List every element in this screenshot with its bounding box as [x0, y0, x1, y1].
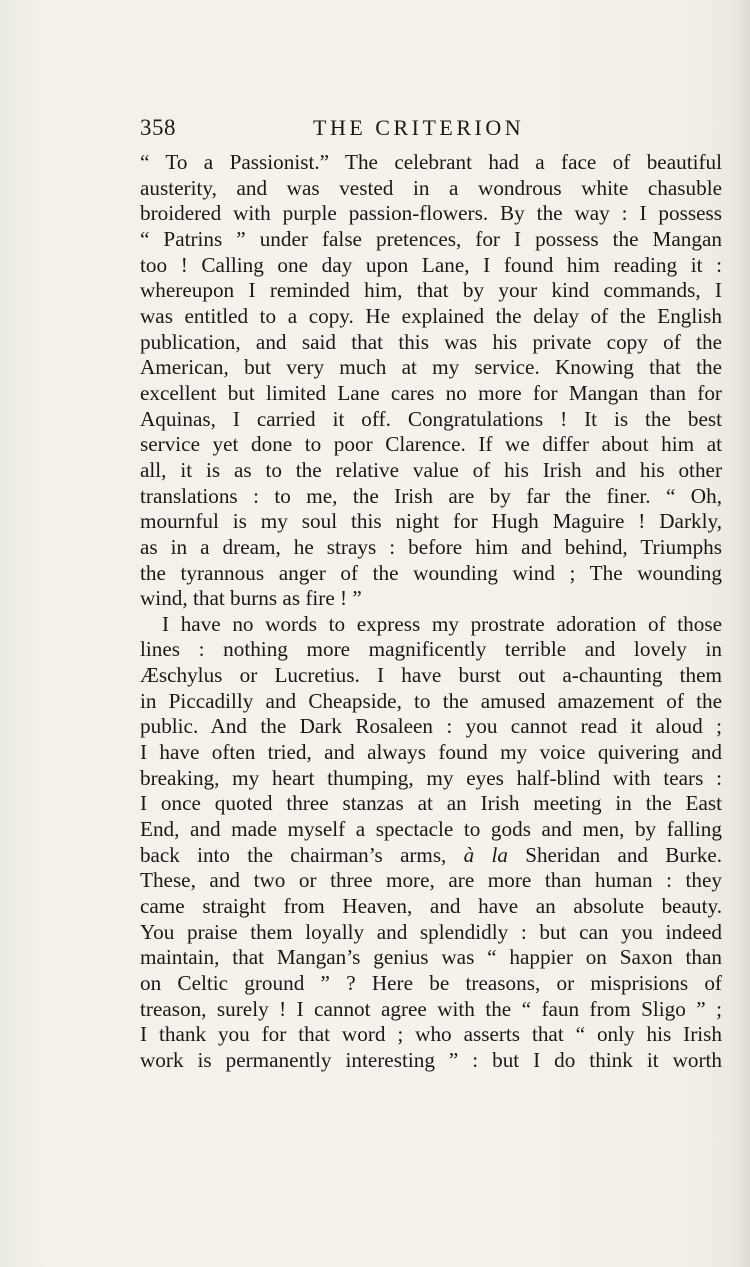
text-line: was entitled to a copy. He explained the delay of the English: [140, 303, 722, 328]
page-number: 358: [140, 115, 176, 140]
text-line: austerity, and was vested in a wondrous white chasuble: [140, 175, 722, 200]
text-line: American, but very much at my service. Knowing that the: [140, 355, 722, 380]
text-line: work is permanently interesting ” : but I do think it worth: [140, 1047, 722, 1072]
body-text: [140, 150, 722, 1074]
text-line: treason, surely ! I cannot agree with the “ faun from Sligo ” ;: [140, 996, 722, 1021]
text-line: publication, and said that this was his private copy of the: [140, 329, 722, 354]
line-text-after-italic: Sheridan and Burke.: [525, 842, 722, 867]
text-line: maintain, that Mangan’s genius was “ happier on Saxon than: [140, 945, 722, 970]
text-line: all, it is as to the relative value of his Irish and his other: [140, 457, 722, 482]
text-line: [140, 843, 722, 869]
text-line: came straight from Heaven, and have an absolute beauty.: [140, 894, 722, 919]
text-line: public. And the Dark Rosaleen : you cannot read it aloud ;: [140, 714, 722, 739]
text-line: I once quoted three stanzas at an Irish meeting in the East: [140, 791, 722, 816]
text-line: These, and two or three more, are more than human : they: [140, 868, 722, 893]
page-header: [140, 112, 722, 144]
text-line: “ To a Passionist.” The celebrant had a face of beautiful: [140, 150, 722, 174]
text-line: translations : to me, the Irish are by far the finer. “ Oh,: [140, 483, 722, 508]
text-line: as in a dream, he strays : before him and behind, Triumphs: [140, 534, 722, 559]
running-head: THE CRITERION: [313, 115, 525, 140]
text-line: on Celtic ground ” ? Here be treasons, or misprisions of: [140, 971, 722, 995]
text-line: too ! Calling one day upon Lane, I found him reading it :: [140, 252, 722, 277]
text-line: lines : nothing more magnificently terrible and lovely in: [140, 637, 722, 662]
line-text-before-italic: back into the chairman’s arms,: [140, 842, 447, 867]
paragraph-first-line: I have no words to express my prostrate adoration of those: [162, 611, 722, 636]
text-line: service yet done to poor Clarence. If we differ about him at: [140, 432, 722, 457]
page-edge-shadow: [736, 0, 750, 1267]
text-line: You praise them loyally and splendidly : but can you indeed: [140, 919, 722, 944]
text-line: the tyrannous anger of the wounding wind ; The wounding: [140, 560, 722, 585]
paragraph-end-line: wind, that burns as fire ! ”: [140, 586, 362, 611]
text-line: I thank you for that word ; who asserts that “ only his Irish: [140, 1022, 722, 1047]
text-line: Æschylus or Lucretius. I have burst out a-chaunting them: [140, 663, 722, 688]
text-line: mournful is my soul this night for Hugh Maguire ! Darkly,: [140, 509, 722, 534]
text-line: broidered with purple passion-flowers. By the way : I possess: [140, 201, 722, 226]
text-line: I have often tried, and always found my voice quivering and: [140, 740, 722, 765]
text-line: in Piccadilly and Cheapside, to the amused amazement of the: [140, 688, 722, 713]
text-line: Aquinas, I carried it off. Congratulations ! It is the best: [140, 406, 722, 431]
text-line: whereupon I reminded him, that by your kind commands, I: [140, 278, 722, 303]
text-line: “ Patrins ” under false pretences, for I possess the Mangan: [140, 226, 722, 251]
text-line: excellent but limited Lane cares no more for Mangan than for: [140, 380, 722, 405]
text-line: breaking, my heart thumping, my eyes half-blind with tears :: [140, 765, 722, 790]
text-line: End, and made myself a spectacle to gods and men, by falling: [140, 817, 722, 842]
italic-phrase: à la: [463, 842, 508, 867]
